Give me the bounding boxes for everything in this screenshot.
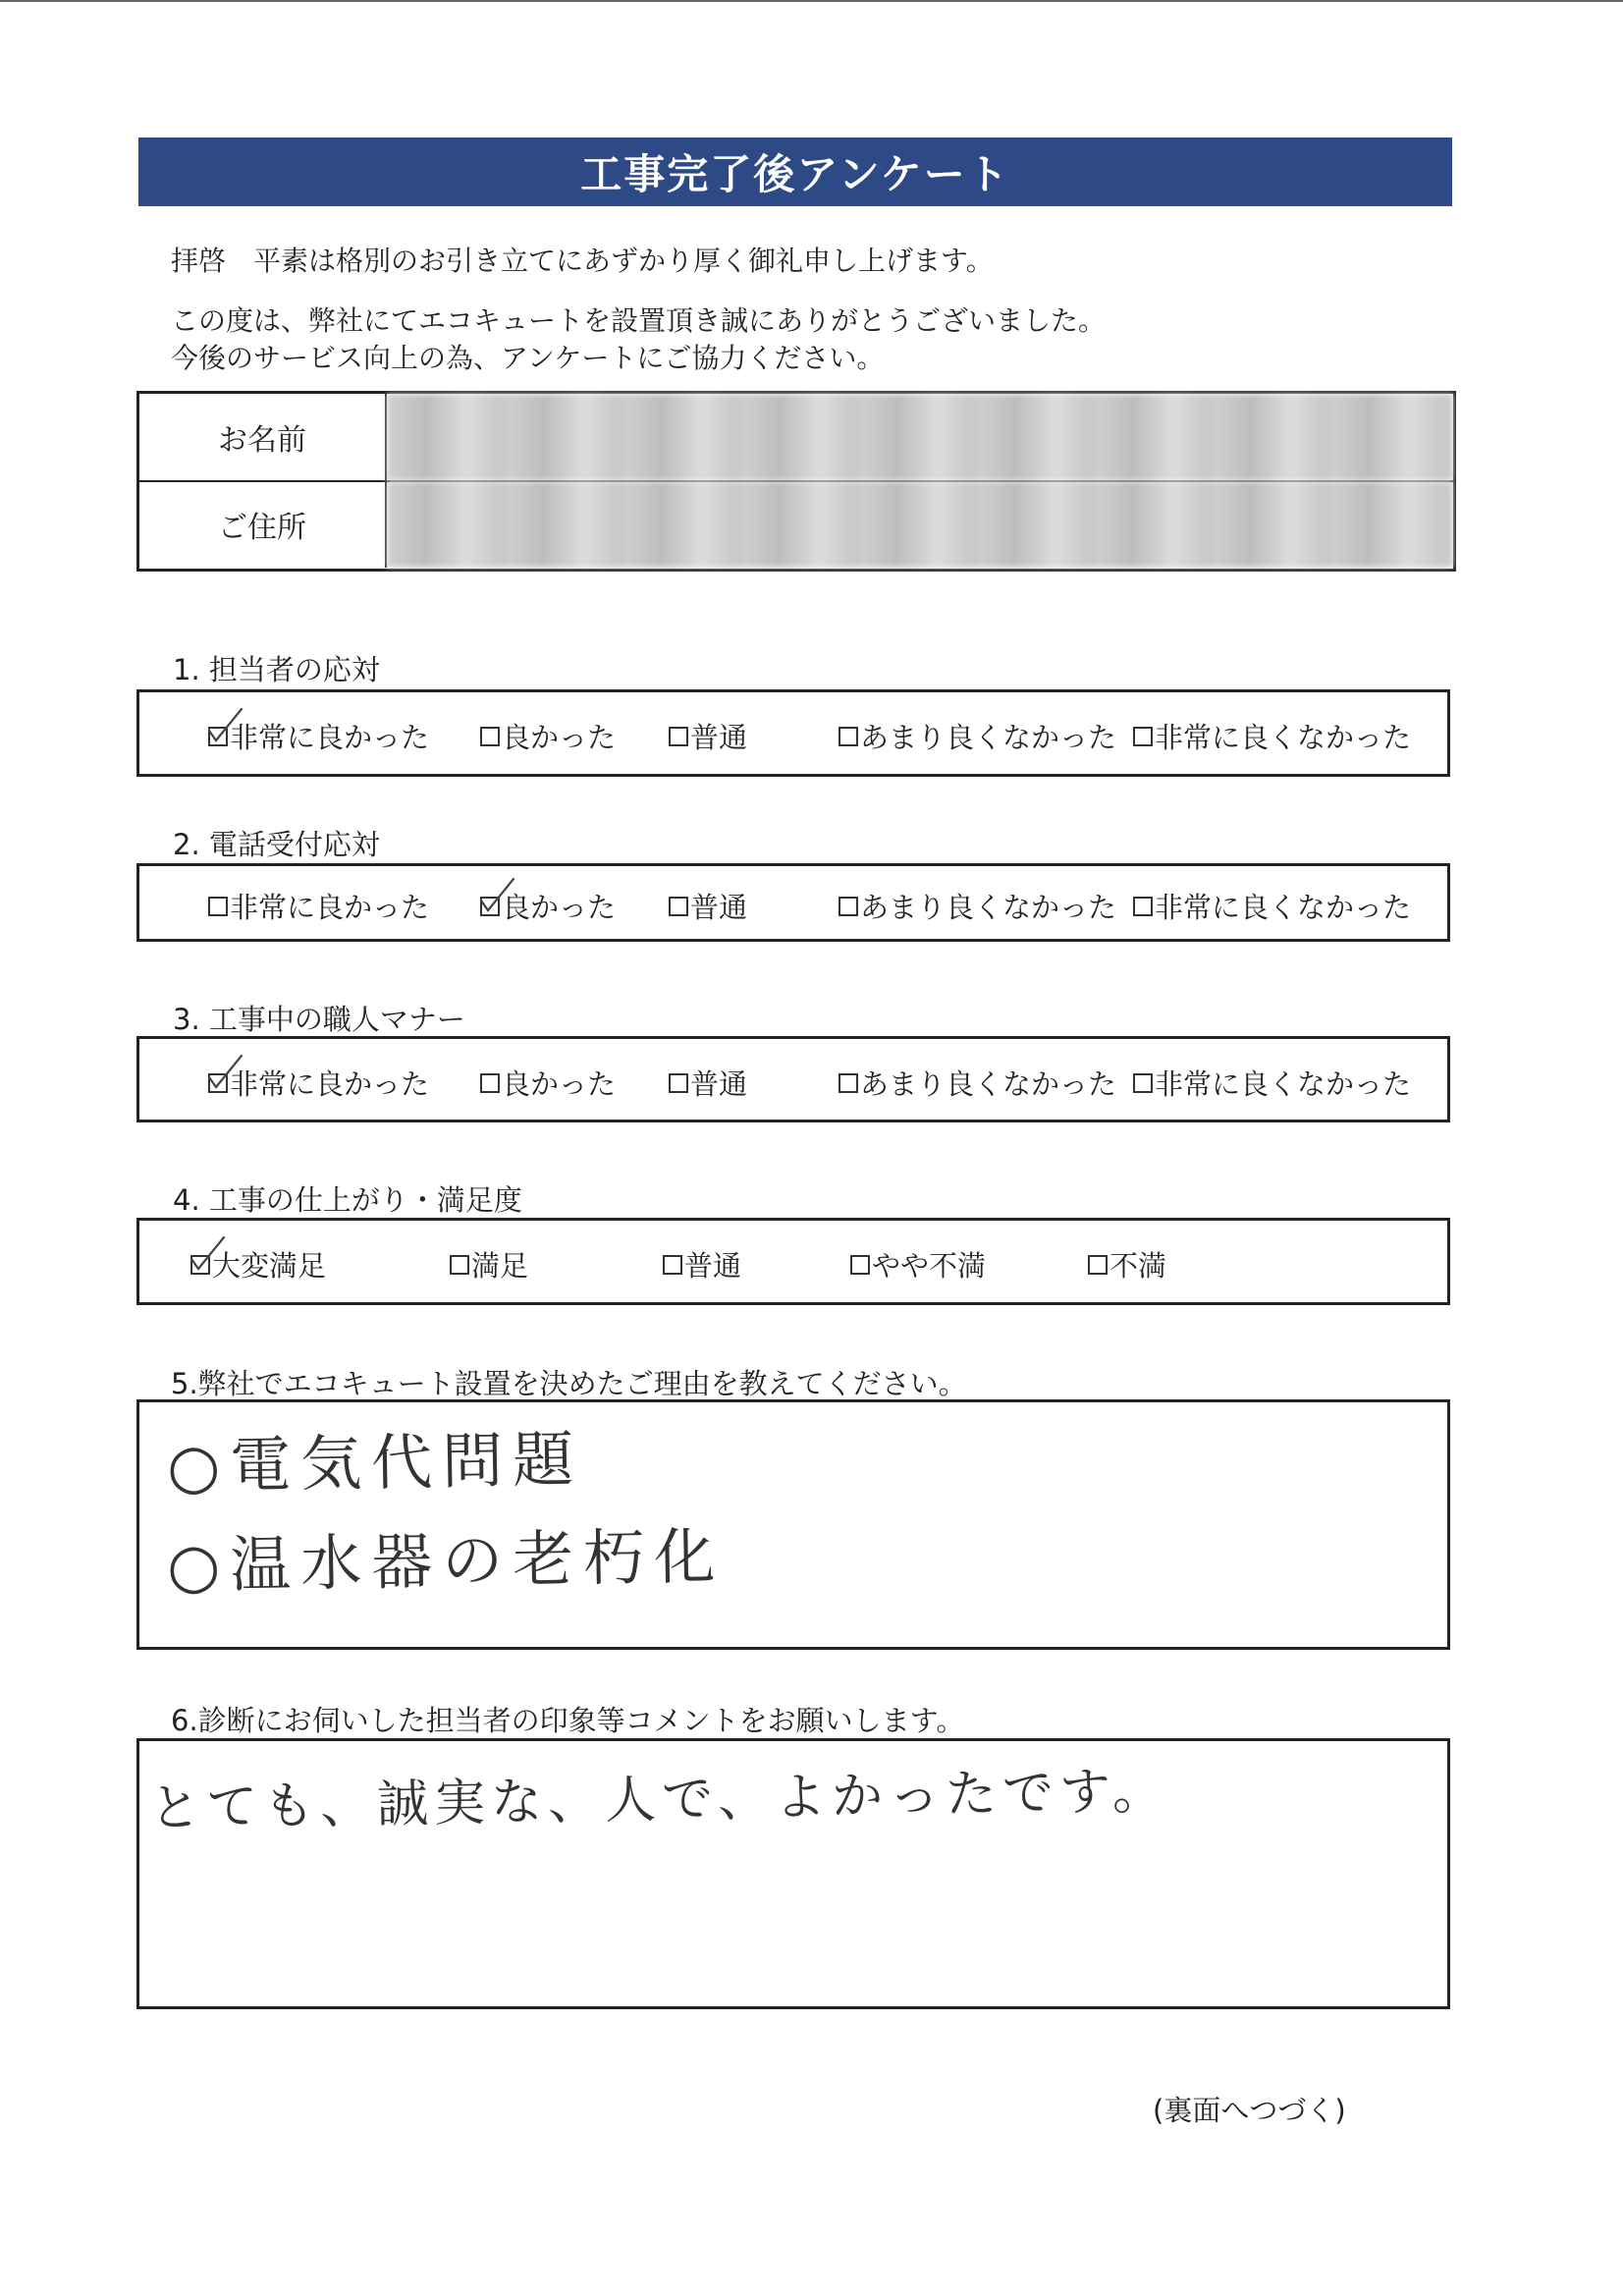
q1-option-not-very-good[interactable]: あまり良くなかった xyxy=(839,716,1116,756)
checkbox-icon[interactable] xyxy=(1133,897,1153,916)
q4-options-box xyxy=(136,1218,1450,1305)
checkbox-icon[interactable] xyxy=(208,897,228,916)
checkbox-icon[interactable] xyxy=(480,727,500,746)
check-mark-icon xyxy=(478,875,517,914)
checkbox-icon[interactable] xyxy=(480,1073,500,1093)
q3-option-good[interactable]: 良かった xyxy=(480,1063,616,1103)
q1-option-normal[interactable]: 普通 xyxy=(669,716,747,756)
greeting-line: 拝啓 平素は格別のお引き立てにあずかり厚く御礼申し上げます。 xyxy=(171,245,994,277)
q5-heading: 5.弊社でエコキュート設置を決めたご理由を教えてください。 xyxy=(171,1367,967,1400)
q3-options-box xyxy=(136,1036,1450,1122)
q3-option-very-bad[interactable]: 非常に良くなかった xyxy=(1133,1063,1411,1103)
q5-answer-line1: ○電気代問題 xyxy=(166,1423,584,1503)
continue-on-back-note: (裏面へつづく) xyxy=(1153,2094,1346,2127)
name-value-redacted xyxy=(387,394,1453,480)
checkbox-icon[interactable] xyxy=(850,1255,870,1275)
checkbox-icon[interactable] xyxy=(669,727,688,746)
address-row xyxy=(139,481,1453,568)
q3-heading: 3. 工事中の職人マナー xyxy=(173,1003,465,1036)
checkbox-icon[interactable] xyxy=(480,897,500,916)
q4-option-satisfied[interactable]: 満足 xyxy=(450,1244,528,1285)
address-label: ご住所 xyxy=(139,481,387,568)
q6-answer: とても、誠実な、人で、よかったです。 xyxy=(148,1761,1170,1839)
page-top-edge xyxy=(0,0,1623,2)
checkbox-icon[interactable] xyxy=(669,1073,688,1093)
name-row xyxy=(139,394,1453,482)
q1-option-good[interactable]: 良かった xyxy=(480,716,616,756)
checkbox-icon[interactable] xyxy=(839,1073,858,1093)
q2-option-good[interactable]: 良かった xyxy=(480,886,616,926)
customer-info-table xyxy=(136,391,1456,572)
checkbox-icon[interactable] xyxy=(190,1255,210,1275)
check-mark-icon xyxy=(206,1052,245,1091)
q2-heading: 2. 電話受付応対 xyxy=(173,828,380,861)
check-mark-icon xyxy=(206,705,245,744)
survey-title: 工事完了後アンケート xyxy=(138,137,1452,206)
name-label: お名前 xyxy=(139,394,387,480)
thanks-line: この度は、弊社にてエコキュートを設置頂き誠にありがとうございました。 xyxy=(171,304,1107,337)
q4-option-normal[interactable]: 普通 xyxy=(663,1244,741,1285)
q1-heading: 1. 担当者の応対 xyxy=(173,653,380,686)
q5-answer-line2: ○温水器の老朽化 xyxy=(166,1520,726,1602)
q4-option-very-satisfied[interactable]: 大変満足 xyxy=(190,1244,326,1285)
checkbox-icon[interactable] xyxy=(208,727,228,746)
q3-option-not-very-good[interactable]: あまり良くなかった xyxy=(839,1063,1116,1103)
checkbox-icon[interactable] xyxy=(1133,1073,1153,1093)
check-mark-icon xyxy=(189,1233,228,1273)
checkbox-icon[interactable] xyxy=(669,897,688,916)
q6-heading: 6.診断にお伺いした担当者の印象等コメントをお願いします。 xyxy=(171,1704,965,1737)
q4-option-somewhat-dissatisfied[interactable]: やや不満 xyxy=(850,1244,986,1285)
q2-option-normal[interactable]: 普通 xyxy=(669,886,747,926)
q2-option-very-good[interactable]: 非常に良かった xyxy=(208,886,429,926)
checkbox-icon[interactable] xyxy=(450,1255,469,1275)
q2-option-very-bad[interactable]: 非常に良くなかった xyxy=(1133,886,1411,926)
q3-option-very-good[interactable]: 非常に良かった xyxy=(208,1063,429,1103)
q4-heading: 4. 工事の仕上がり・満足度 xyxy=(173,1183,522,1217)
address-value-redacted xyxy=(387,481,1453,568)
faint-stamp-mark xyxy=(1325,1949,1384,1979)
checkbox-icon[interactable] xyxy=(208,1073,228,1093)
q4-option-dissatisfied[interactable]: 不満 xyxy=(1088,1244,1166,1285)
q1-option-very-bad[interactable]: 非常に良くなかった xyxy=(1133,716,1411,756)
checkbox-icon[interactable] xyxy=(1133,727,1153,746)
q2-options-box xyxy=(136,863,1450,942)
checkbox-icon[interactable] xyxy=(1088,1255,1108,1275)
q1-option-very-good[interactable]: 非常に良かった xyxy=(208,716,429,756)
request-line: 今後のサービス向上の為、アンケートにご協力ください。 xyxy=(171,342,885,374)
q2-option-not-very-good[interactable]: あまり良くなかった xyxy=(839,886,1116,926)
q1-options-box xyxy=(136,689,1450,777)
checkbox-icon[interactable] xyxy=(839,727,858,746)
checkbox-icon[interactable] xyxy=(663,1255,682,1275)
checkbox-icon[interactable] xyxy=(839,897,858,916)
q3-option-normal[interactable]: 普通 xyxy=(669,1063,747,1103)
